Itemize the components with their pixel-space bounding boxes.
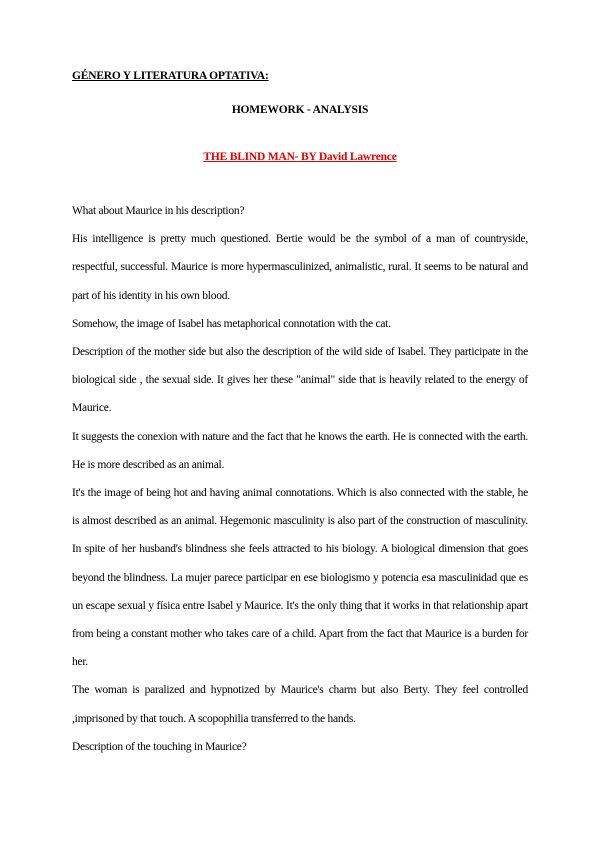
paragraph: What about Maurice in his description? <box>72 205 245 217</box>
assignment-heading <box>0 104 600 116</box>
paragraph: It's the image of being hot and having animal connotations. Which is also connected with the stable, he is almost described as an animal. Hegemonic masculinity is also part of the construction of masculinity. In spite of her husband's blindness she feels attracted to his biology. A biological dimension that goes beyond the blindness. La mujer parece participar en ese biologismo y potencia esa masculinidad que es un escape sexual y física entre Isabel y Maurice. It's the only thing that it works in that relationship apart from being a constant mother who takes care of a child. Apart from the fact that Maurice is a burden for her. <box>72 487 528 669</box>
document-title: THE BLIND MAN- BY David Lawrence <box>203 151 397 163</box>
paragraph: It suggests the conexion with nature and the fact that he knows the earth. He is connected with the earth. He is more described as an animal. <box>72 430 528 471</box>
paragraph: His intelligence is pretty much questioned. Bertie would be the symbol of a man of countryside, respectful, successful. Maurice is more hypermasculinized, animalistic, rural. It seems to be natural and part of his identity in his own blood. <box>72 233 528 302</box>
course-heading: GÉNERO Y LITERATURA OPTATIVA: <box>72 70 269 82</box>
paragraph: Description of the touching in Maurice? <box>72 740 247 753</box>
paragraph: Somehow, the image of Isabel has metaphorical connotation with the cat. <box>72 317 391 330</box>
analysis-body <box>72 197 528 761</box>
paragraph: Description of the mother side but also the description of the wild side of Isabel. They participate in the biological side , the sexual side. It gives her these "animal" side that is heavily related to the energy of Maurice. <box>72 346 528 415</box>
assignment-heading-text: HOMEWORK - ANALYSIS <box>231 104 369 116</box>
paragraph: The woman is paralized and hypnotized by Maurice's charm but also Berty. They feel controlled ,imprisoned by that touch. A scopophilia transferred to the hands. <box>72 684 528 725</box>
